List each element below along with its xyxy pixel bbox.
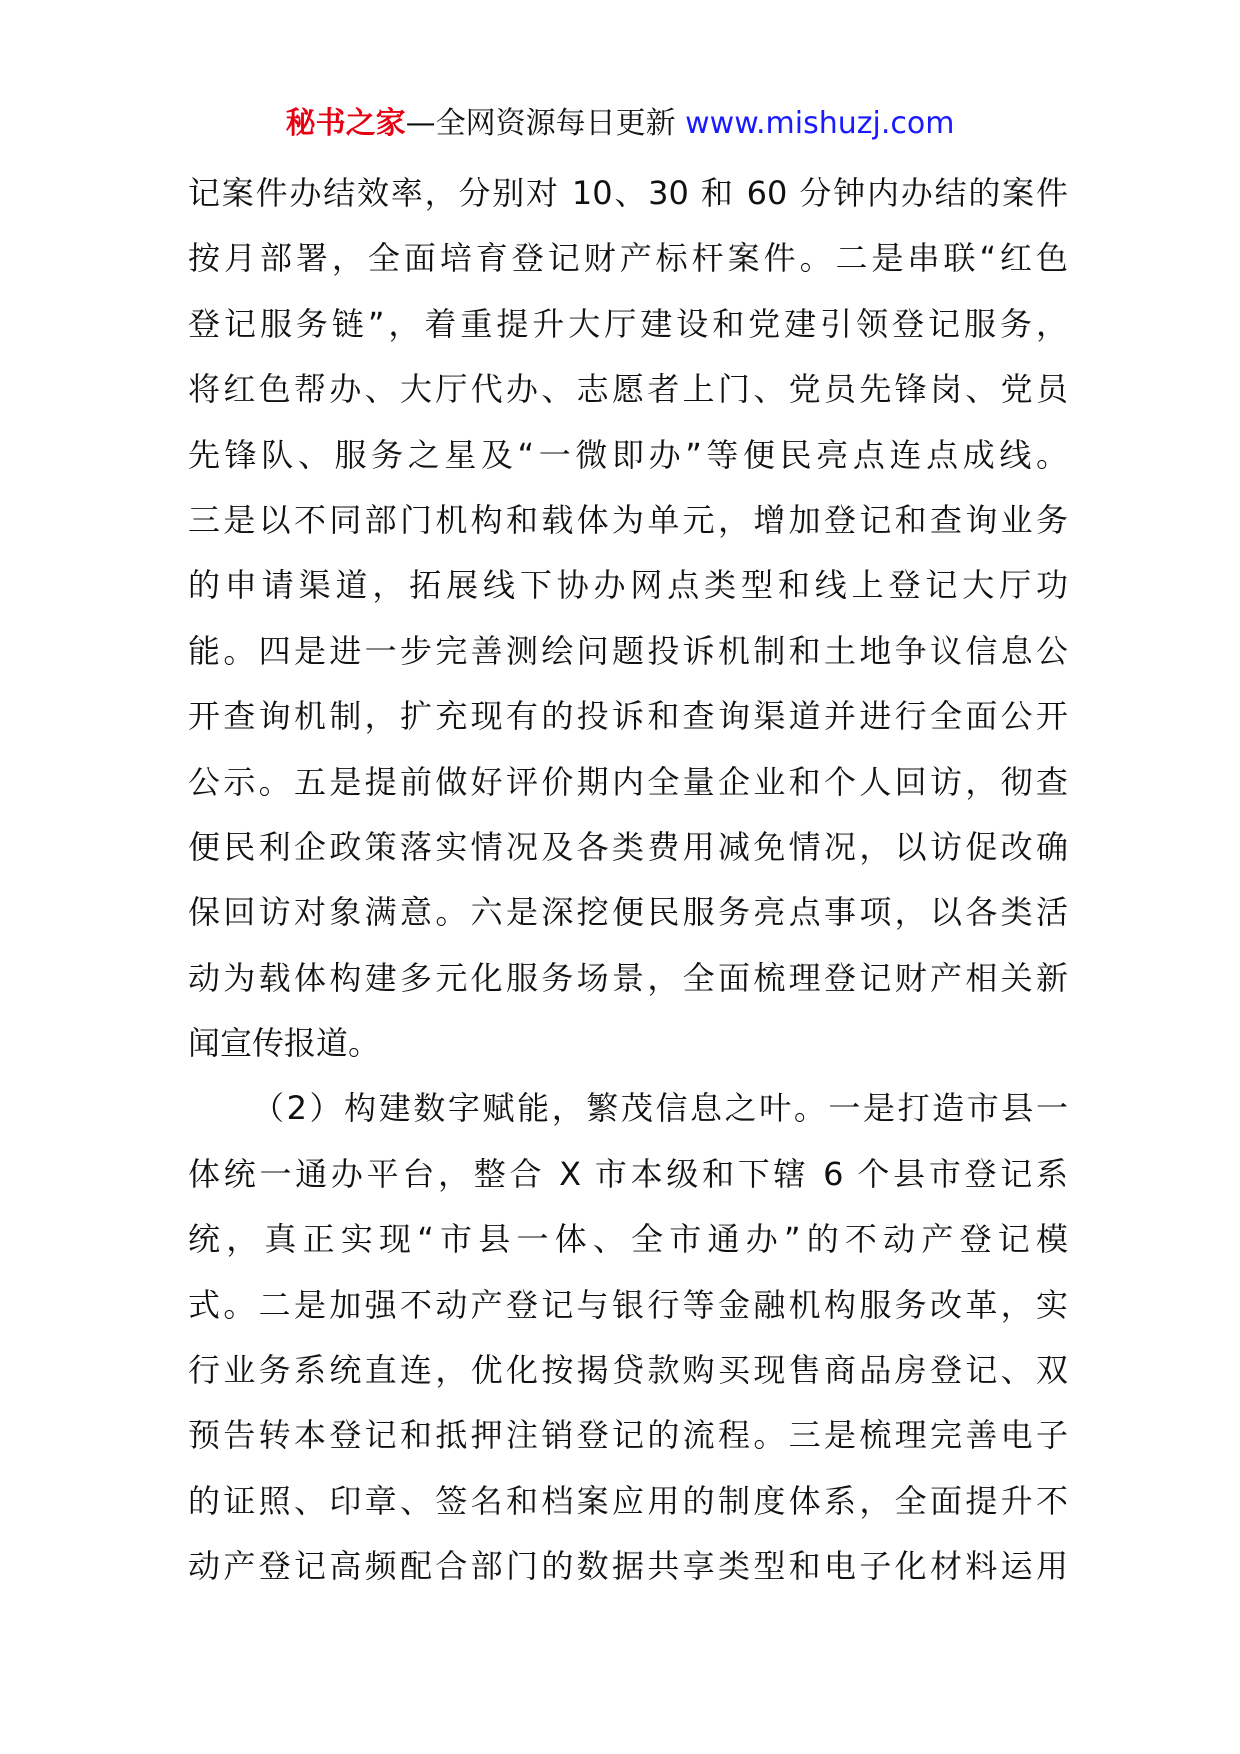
site-header [0, 100, 1240, 148]
text-line: 动产登记高频配合部门的数据共享类型和电子化材料运用 [188, 1547, 1068, 1586]
text-line: 三是以不同部门机构和载体为单元，增加登记和查询业务 [188, 500, 1068, 539]
text-line: 便民利企政策落实情况及各类费用减免情况，以访促改确 [188, 827, 1068, 866]
text-line: 动为载体构建多元化服务场景，全面梳理登记财产相关新 [188, 958, 1068, 997]
text-line: 保回访对象满意。六是深挖便民服务亮点事项，以各类活 [188, 893, 1068, 932]
text-line: 登记服务链”，着重提升大厅建设和党建引领登记服务， [188, 304, 1068, 343]
text-line: 的证照、印章、签名和档案应用的制度体系，全面提升不 [188, 1481, 1068, 1520]
text-line: 记案件办结效率，分别对 10、30 和 60 分钟内办结的案件 [188, 174, 1068, 212]
document-body [188, 161, 1068, 1600]
text-line: 按月部署，全面培育登记财产标杆案件。二是串联“红色 [188, 239, 1068, 278]
text-line: 体统一通办平台，整合 X 市本级和下辖 6 个县市登记系 [188, 1154, 1068, 1193]
text-line: 开查询机制，扩充现有的投诉和查询渠道并进行全面公开 [188, 697, 1068, 736]
text-line: 行业务系统直连，优化按揭贷款购买现售商品房登记、双 [188, 1351, 1068, 1390]
site-url-link[interactable]: www.mishuzj.com [685, 106, 955, 141]
text-line: 将红色帮办、大厅代办、志愿者上门、党员先锋岗、党员 [188, 370, 1068, 409]
site-brand: 秘书之家 [285, 106, 406, 141]
paragraph-end-line: 闻宣传报道。 [188, 1024, 381, 1063]
text-line: 先锋队、服务之星及“一微即办”等便民亮点连点成线。 [188, 435, 1068, 474]
text-line: 预告转本登记和抵押注销登记的流程。三是梳理完善电子 [188, 1416, 1068, 1455]
site-tagline: —全网资源每日更新 [405, 106, 686, 141]
text-line: 的申请渠道，拓展线下协办网点类型和线上登记大厅功 [188, 566, 1068, 605]
text-line: 公示。五是提前做好评价期内全量企业和个人回访，彻查 [188, 762, 1068, 801]
text-line: 式。二是加强不动产登记与银行等金融机构服务改革，实 [188, 1285, 1068, 1324]
paragraph-heading-line: （2）构建数字赋能，繁茂信息之叶。一是打造市县一 [252, 1089, 1068, 1128]
text-line: 能。四是进一步完善测绘问题投诉机制和土地争议信息公 [188, 631, 1068, 670]
text-line: 统，真正实现“市县一体、全市通办”的不动产登记模 [188, 1220, 1068, 1259]
